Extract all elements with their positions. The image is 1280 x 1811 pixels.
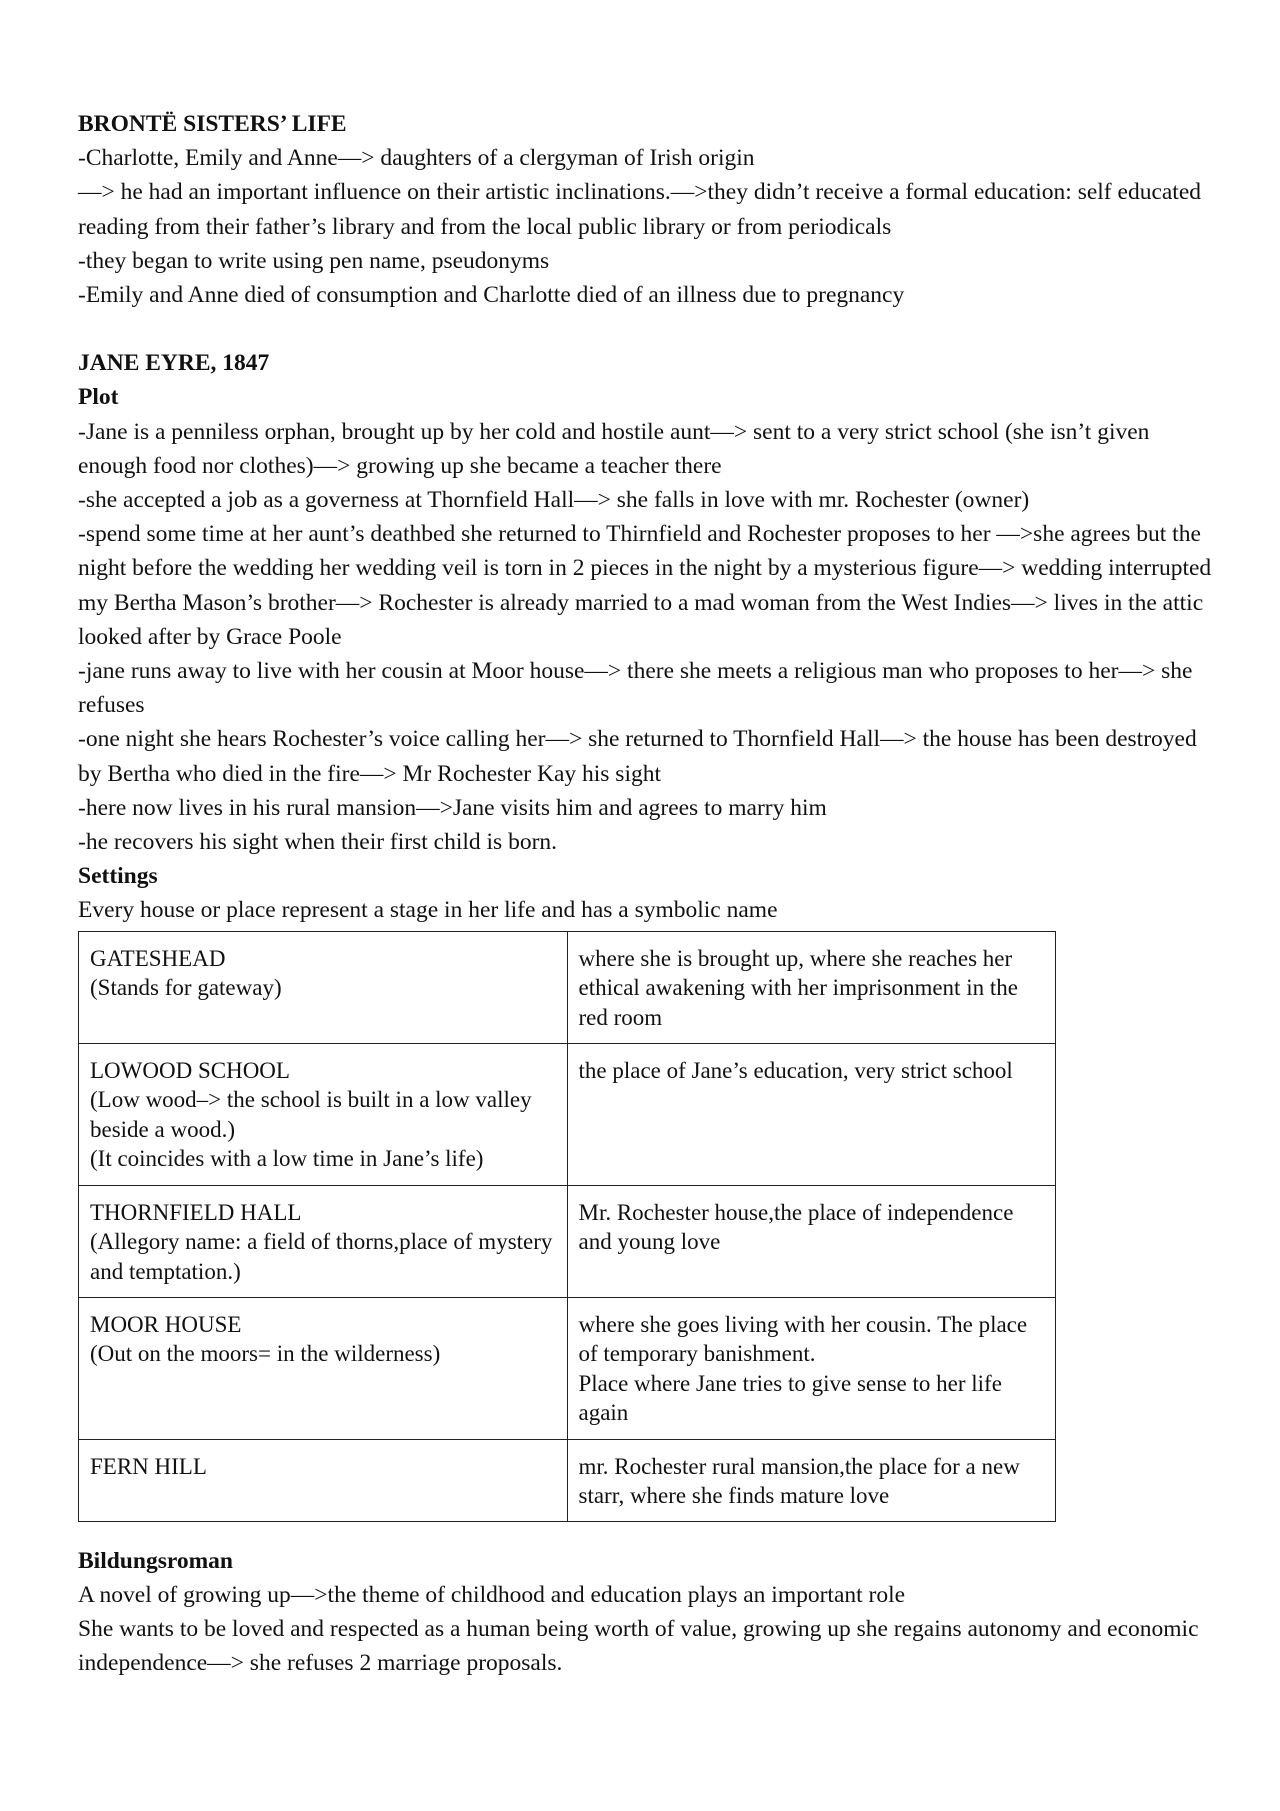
plot-line: -here now lives in his rural mansion—>Jane visits him and agrees to marry him: [78, 794, 827, 821]
settings-intro: Every house or place represent a stage in her life and has a symbolic name: [78, 897, 778, 924]
setting-description: Place where Jane tries to give sense to her life again: [578, 1370, 1002, 1426]
bildungsroman-heading: Bildungsroman: [78, 1547, 233, 1574]
setting-place-cell: [79, 1297, 568, 1439]
setting-description: Mr. Rochester house,the place of independence and young love: [578, 1199, 1014, 1255]
setting-description: where she is brought up, where she reaches her ethical awakening with her imprisonment in the red room: [578, 945, 1018, 1030]
setting-place-name: GATESHEAD: [90, 945, 226, 971]
setting-place-cell: [79, 1043, 568, 1185]
plot-line: -jane runs away to live with her cousin at Moor house—> there she meets a religious man who proposes to her—> she refuses: [78, 658, 1193, 719]
settings-table: [78, 931, 1056, 1522]
table-row: [79, 1185, 1056, 1297]
setting-description-cell: [567, 1043, 1056, 1185]
plot-line: -Jane is a penniless orphan, brought up by her cold and hostile aunt—> sent to a very strict school (she isn’t given enough food nor clothes)—> growing up she became a teacher there: [78, 418, 1150, 479]
bronte-line: —> he had an important influence on their artistic inclinations.—>they didn’t receive a formal education: self educated reading from their father’s library and from the local public library or from periodicals: [78, 179, 1202, 240]
setting-description: where she goes living with her cousin. The place of temporary banishment.: [578, 1311, 1028, 1367]
setting-place-cell: [79, 1185, 568, 1297]
setting-place-note: (Low wood–> the school is built in a low valley beside a wood.): [90, 1087, 532, 1142]
setting-place-cell: [79, 931, 568, 1043]
bronte-line: -Emily and Anne died of consumption and Charlotte died of an illness due to pregnancy: [78, 282, 905, 309]
setting-place-cell: [79, 1439, 568, 1521]
bronte-heading: BRONTË SISTERS’ LIFE: [78, 111, 347, 137]
setting-place-note: (Stands for gateway): [90, 975, 282, 1001]
setting-description-cell: [567, 1297, 1056, 1439]
setting-place-note: (Out on the moors= in the wilderness): [90, 1341, 441, 1367]
plot-line: -spend some time at her aunt’s deathbed she returned to Thirnfield and Rochester proposes to her —>she agrees but the night before the wedding her wedding veil is torn in 2 pieces in the night by a mysterious figure—> wedding interrupted my Bertha Mason’s brother—> Rochester is already married to a mad woman from the West Indies—> lives in the attic looked after by Grace Poole: [78, 521, 1212, 650]
jane-eyre-heading: JANE EYRE, 1847: [78, 350, 270, 377]
setting-description: the place of Jane’s education, very strict school: [578, 1057, 1013, 1083]
plot-line: -she accepted a job as a governess at Thornfield Hall—> she falls in love with mr. Rochester (owner): [78, 487, 1030, 514]
bronte-line: -they began to write using pen name, pseudonyms: [78, 247, 550, 274]
table-row: [79, 931, 1056, 1043]
bildungsroman-line: She wants to be loved and respected as a human being worth of value, growing up she regains autonomy and economic independence—> she refuses 2 marriage proposals.: [78, 1616, 1199, 1677]
table-row: [79, 1297, 1056, 1439]
bildungsroman-line: A novel of growing up—>the theme of childhood and education plays an important role: [78, 1581, 906, 1608]
setting-place-note: (Allegory name: a field of thorns,place of mystery and temptation.): [90, 1229, 553, 1284]
setting-place-name: LOWOOD SCHOOL: [90, 1057, 290, 1083]
section-gap: [78, 312, 1220, 346]
table-row: [79, 1439, 1056, 1521]
setting-description-cell: [567, 1439, 1056, 1521]
settings-heading: Settings: [78, 863, 158, 890]
setting-place-name: THORNFIELD HALL: [90, 1199, 302, 1225]
setting-place-name: FERN HILL: [90, 1453, 207, 1479]
setting-description: mr. Rochester rural mansion,the place for a new starr, where she finds mature love: [578, 1453, 1020, 1509]
setting-description-cell: [567, 931, 1056, 1043]
plot-line: -he recovers his sight when their first child is born.: [78, 829, 558, 856]
bronte-line: -Charlotte, Emily and Anne—> daughters of a clergyman of Irish origin: [78, 145, 755, 172]
plot-line: -one night she hears Rochester’s voice calling her—> she returned to Thornfield Hall—> the house has been destroyed by Bertha who died in the fire—> Mr Rochester Kay his sight: [78, 726, 1197, 787]
plot-heading: Plot: [78, 384, 119, 411]
setting-place-name: MOOR HOUSE: [90, 1311, 242, 1337]
table-row: [79, 1043, 1056, 1185]
setting-place-note: (It coincides with a low time in Jane’s life): [90, 1146, 484, 1172]
setting-description-cell: [567, 1185, 1056, 1297]
